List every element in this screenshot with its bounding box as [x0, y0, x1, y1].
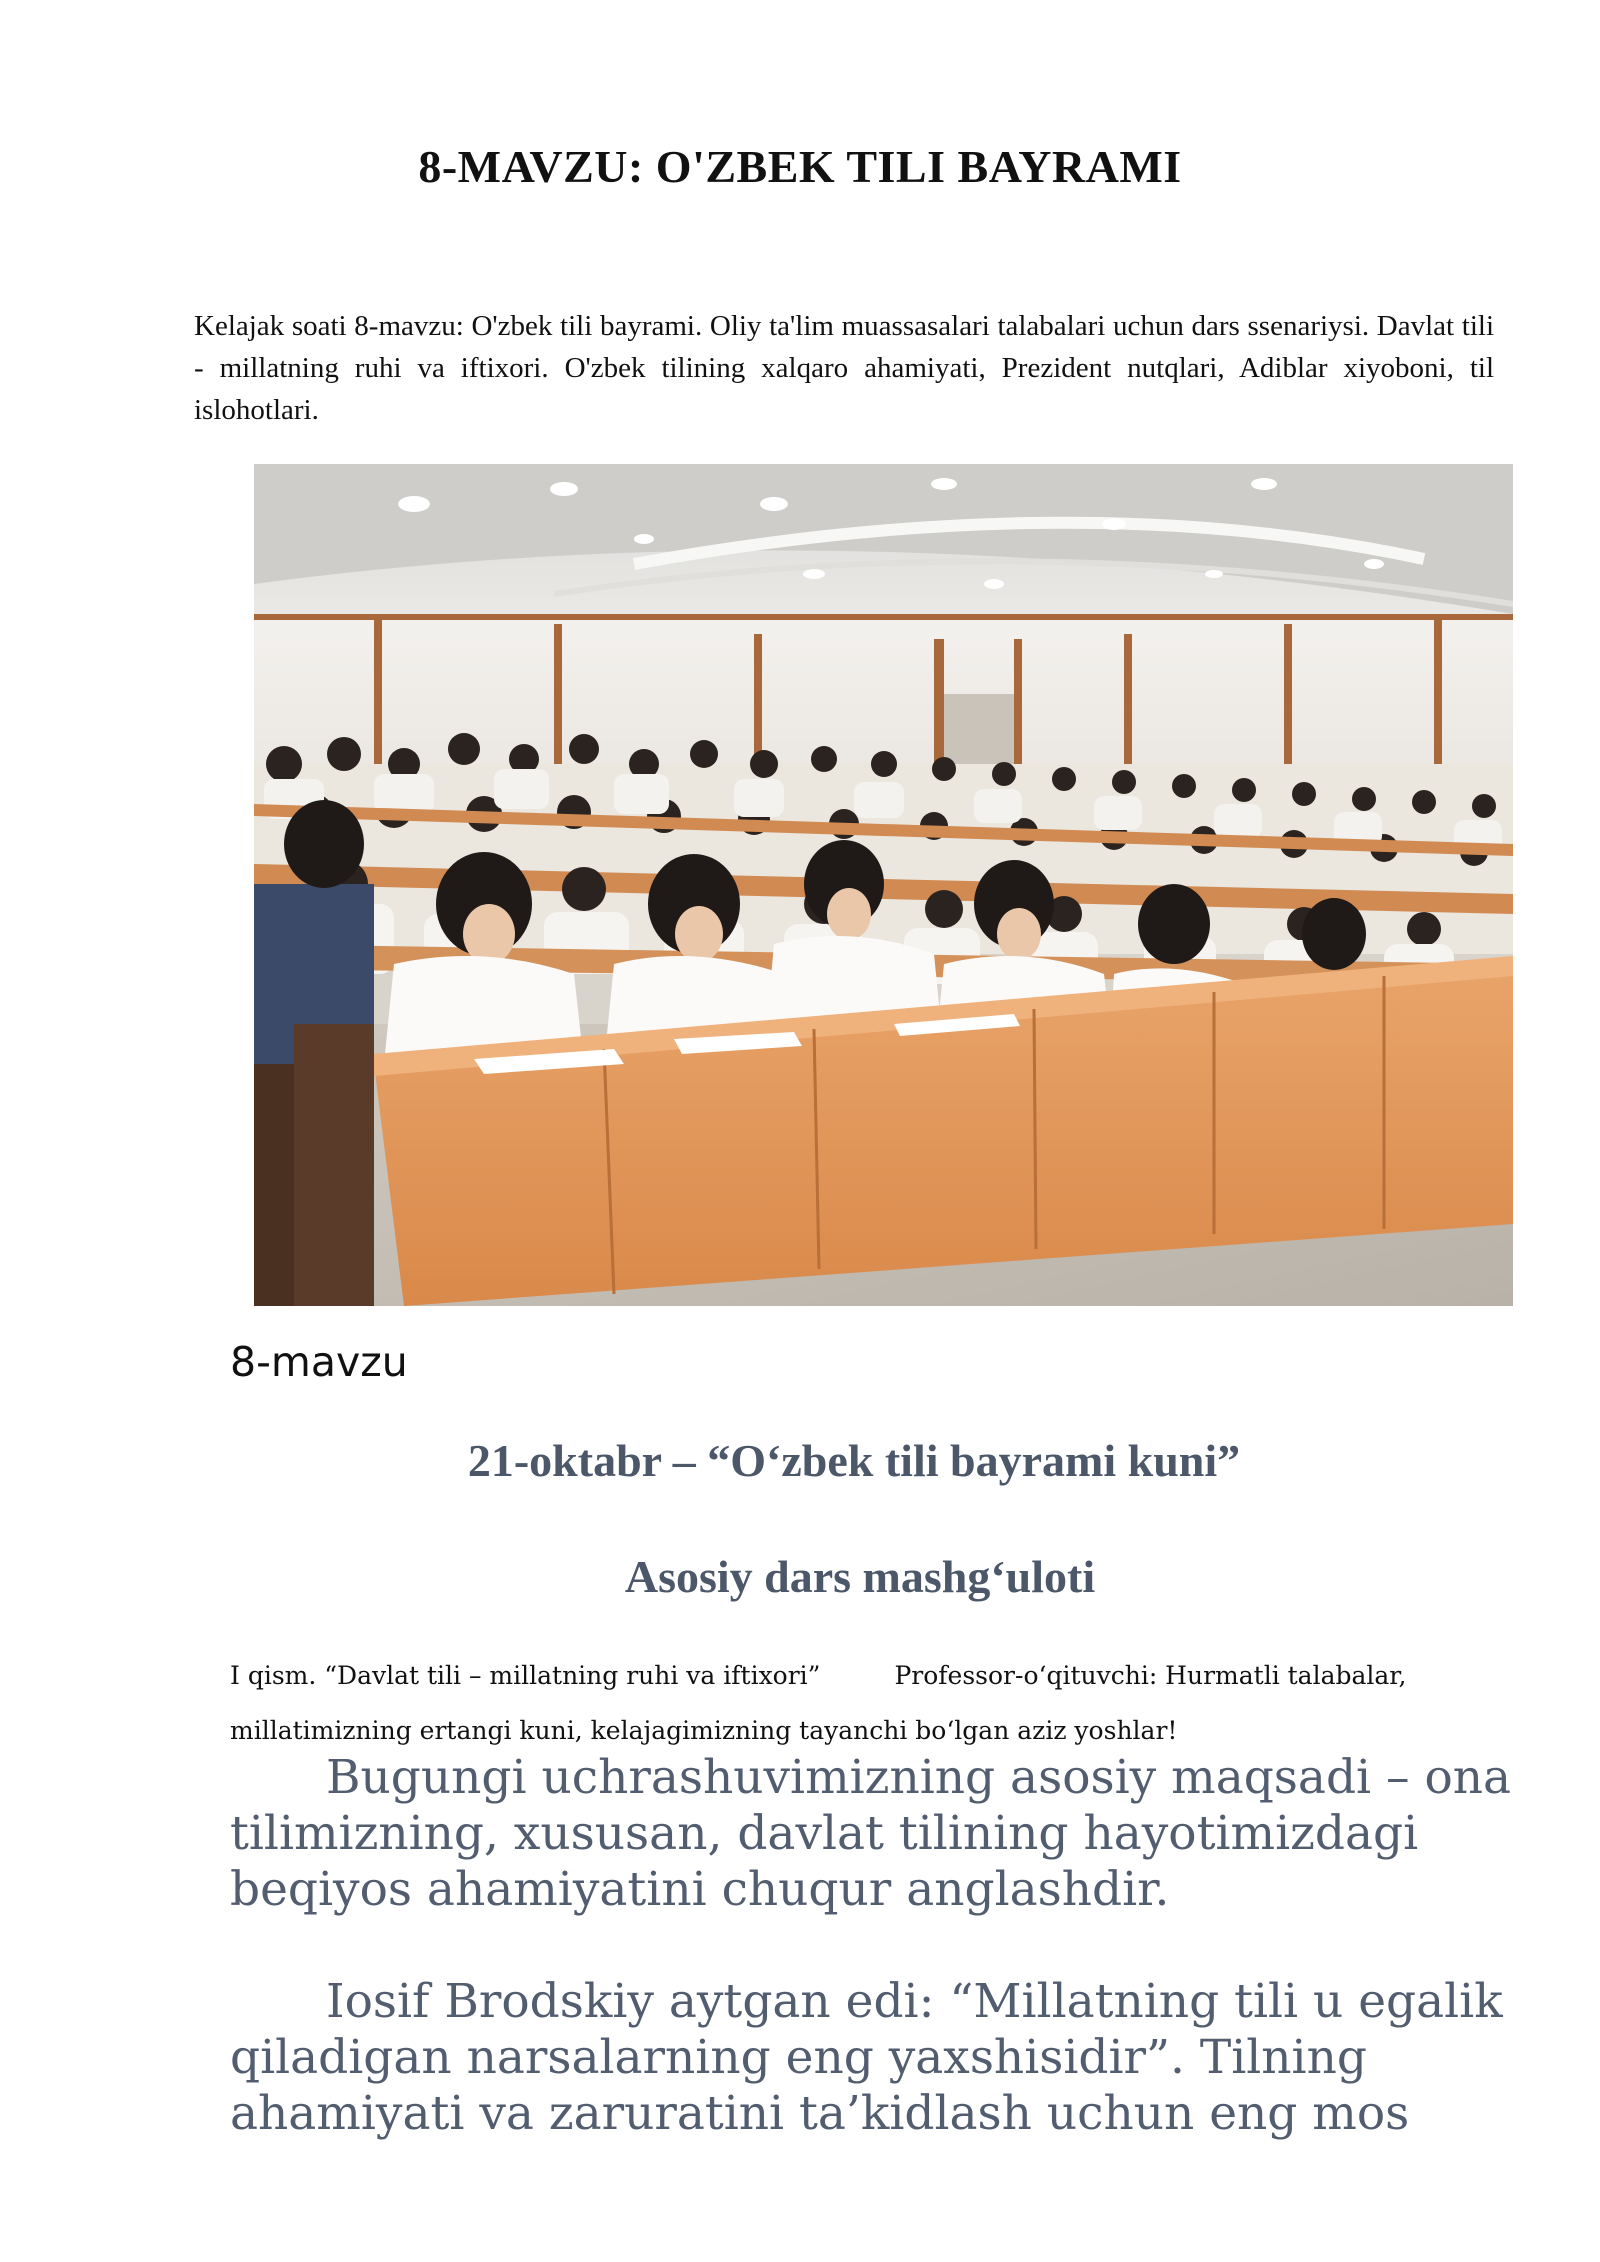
topic-label: 8-mavzu	[230, 1338, 408, 1386]
continuation-line: millatimizning ertangi kuni, kelajagimizning tayanchi bo‘lgan aziz yoshlar!	[230, 1716, 1178, 1745]
lecture-hall-photo	[254, 464, 1513, 1306]
part-heading: I qism. “Davlat tili – millatning ruhi va iftixori”	[230, 1661, 821, 1690]
speaker-line: Professor-o‘qituvchi: Hurmatli talabalar,	[894, 1661, 1407, 1690]
lesson-heading: Asosiy dars mashg‘uloti	[624, 1551, 1096, 1602]
holiday-date-heading: 21-oktabr – “O‘zbek tili bayrami kuni”	[467, 1435, 1241, 1486]
intro-paragraph: Kelajak soati 8-mavzu: O'zbek tili bayrami. Oliy ta'lim muassasalari talabalari uchun dars ssenariysi. Davlat tili - millatning ruhi va iftixori. O'zbek tilining xalqaro ahamiyati, Prezident nutqlari, Adiblar xiyoboni, til islohotlari.	[194, 310, 1494, 426]
body-paragraph: Bugungi uchrashuvimizning asosiy maqsadi – ona tilimizning, xususan, davlat tilining hayotimizdagi beqiyos ahamiyatini chuqur anglashdir.	[230, 1750, 1512, 1917]
document-title: 8-MAVZU: O'ZBEK TILI BAYRAMI	[418, 141, 1182, 192]
part-line	[230, 1661, 1406, 1690]
body-paragraph: Iosif Brodskiy aytgan edi: “Millatning tili u egalik qiladigan narsalarning eng yaxshisidir”. Tilning ahamiyati va zaruratini ta’kidlash uchun eng mos	[230, 1974, 1503, 2141]
